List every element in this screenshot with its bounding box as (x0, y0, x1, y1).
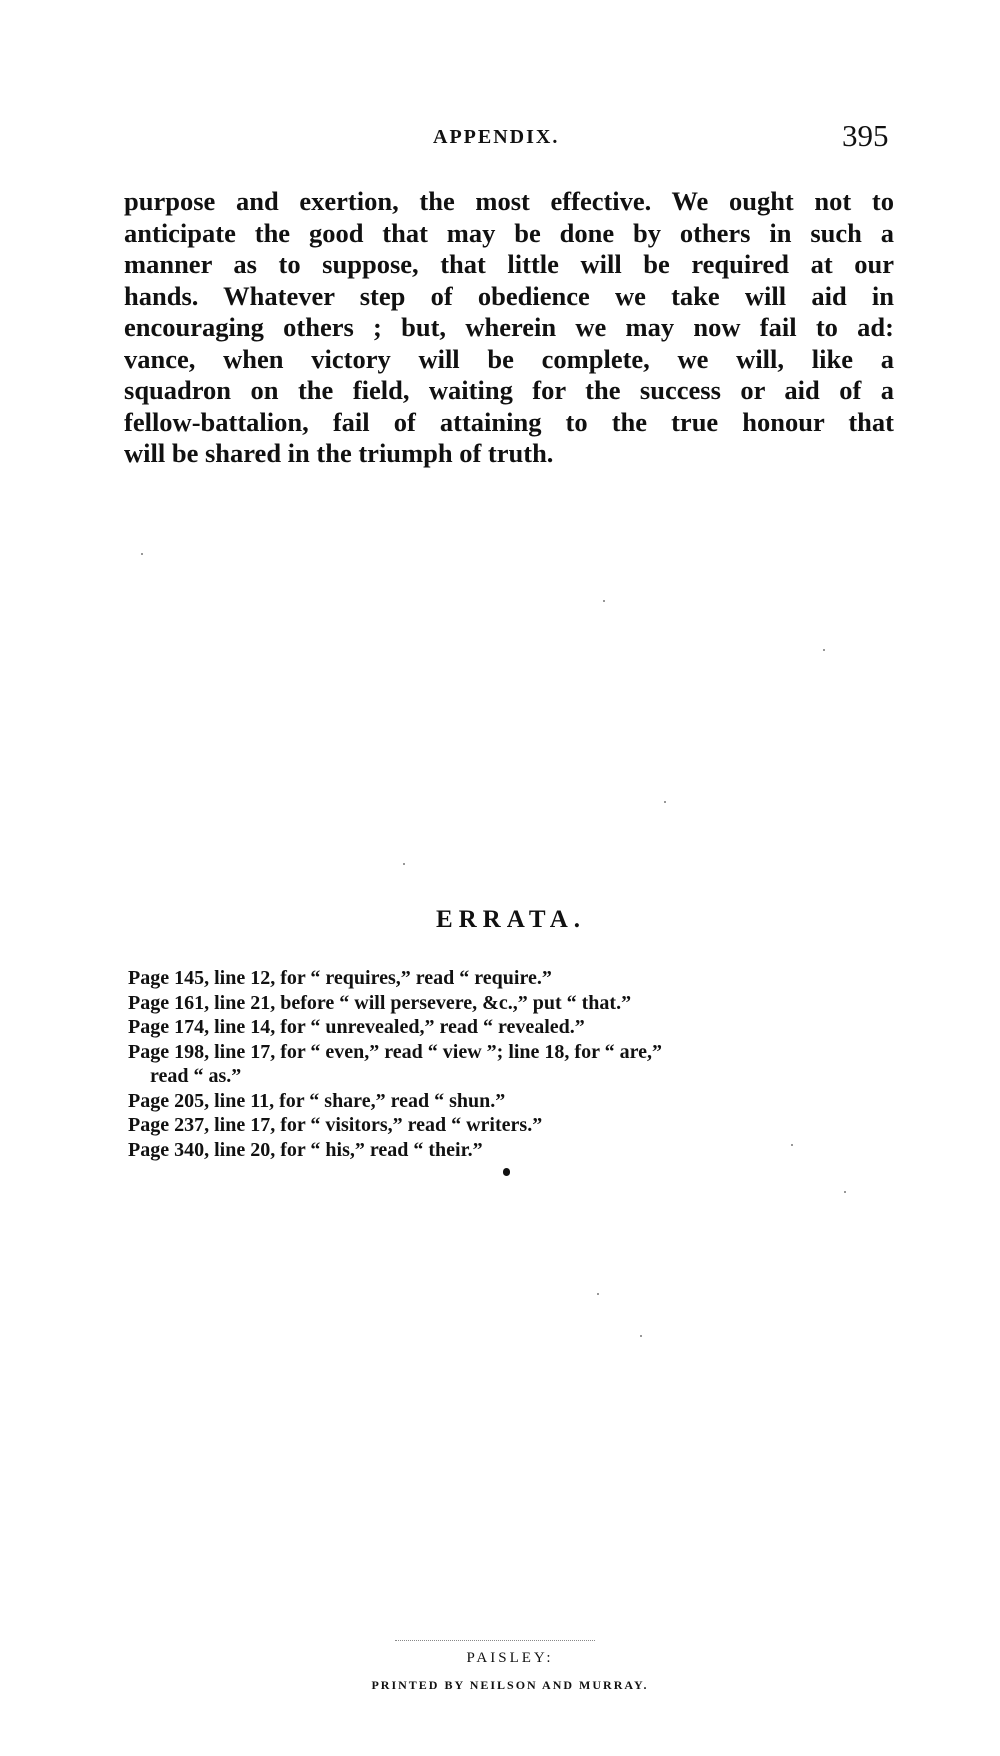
paper-speck (640, 1335, 642, 1337)
running-title: APPENDIX. (433, 126, 560, 148)
errata-entry: Page 205, line 11, for “ share,” read “ shun.” (128, 1089, 506, 1112)
paper-speck (403, 863, 405, 865)
errata-entry-continuation: read “ as.” (150, 1065, 242, 1087)
imprint-printer: PRINTED BY NEILSON AND MURRAY. (371, 1678, 649, 1692)
paper-speck (141, 553, 143, 555)
paper-speck (823, 649, 825, 651)
running-head (0, 118, 1000, 158)
body-line: hands. Whatever step of obedience we take will aid in (124, 280, 894, 311)
errata-entry: Page 174, line 14, for “ unrevealed,” read “ revealed.” (128, 1016, 585, 1038)
body-line: will be shared in the triumph of truth. (124, 438, 554, 468)
body-paragraph (124, 186, 894, 470)
imprint-rule (395, 1640, 595, 1641)
errata-entry: Page 237, line 17, for “ visitors,” read “ writers.” (128, 1114, 543, 1136)
paper-speck (844, 1191, 846, 1193)
errata-entry: Page 340, line 20, for “ his,” read “ their.” (128, 1138, 483, 1161)
body-line: anticipate the good that may be done by others in such a (124, 217, 894, 248)
body-line: vance, when victory will be complete, we will, like a (124, 343, 894, 374)
page-number: 395 (842, 118, 889, 153)
errata-heading: ERRATA. (435, 906, 587, 933)
body-line: manner as to suppose, that little will be required at our (124, 249, 894, 279)
body-line: purpose and exertion, the most effective. We ought not to (124, 186, 894, 216)
body-line: squadron on the field, waiting for the success or aid of a (124, 375, 894, 405)
paper-speck (664, 801, 666, 803)
ink-blot (503, 1168, 510, 1176)
errata-entry: Page 145, line 12, for “ requires,” read “ require.” (128, 967, 552, 989)
body-line: encouraging others ; but, wherein we may now fail to ad: (124, 312, 894, 342)
errata-list (128, 966, 908, 1162)
imprint-place: PAISLEY: (466, 1650, 554, 1666)
paper-speck (791, 1144, 793, 1146)
body-line: fellow-battalion, fail of attaining to the true honour that (124, 406, 894, 437)
errata-entry: Page 198, line 17, for “ even,” read “ view ”; line 18, for “ are,” (128, 1040, 662, 1063)
paper-speck (597, 1293, 599, 1295)
errata-entry: Page 161, line 21, before “ will persevere, &c.,” put “ that.” (128, 991, 632, 1014)
paper-speck (603, 600, 605, 602)
